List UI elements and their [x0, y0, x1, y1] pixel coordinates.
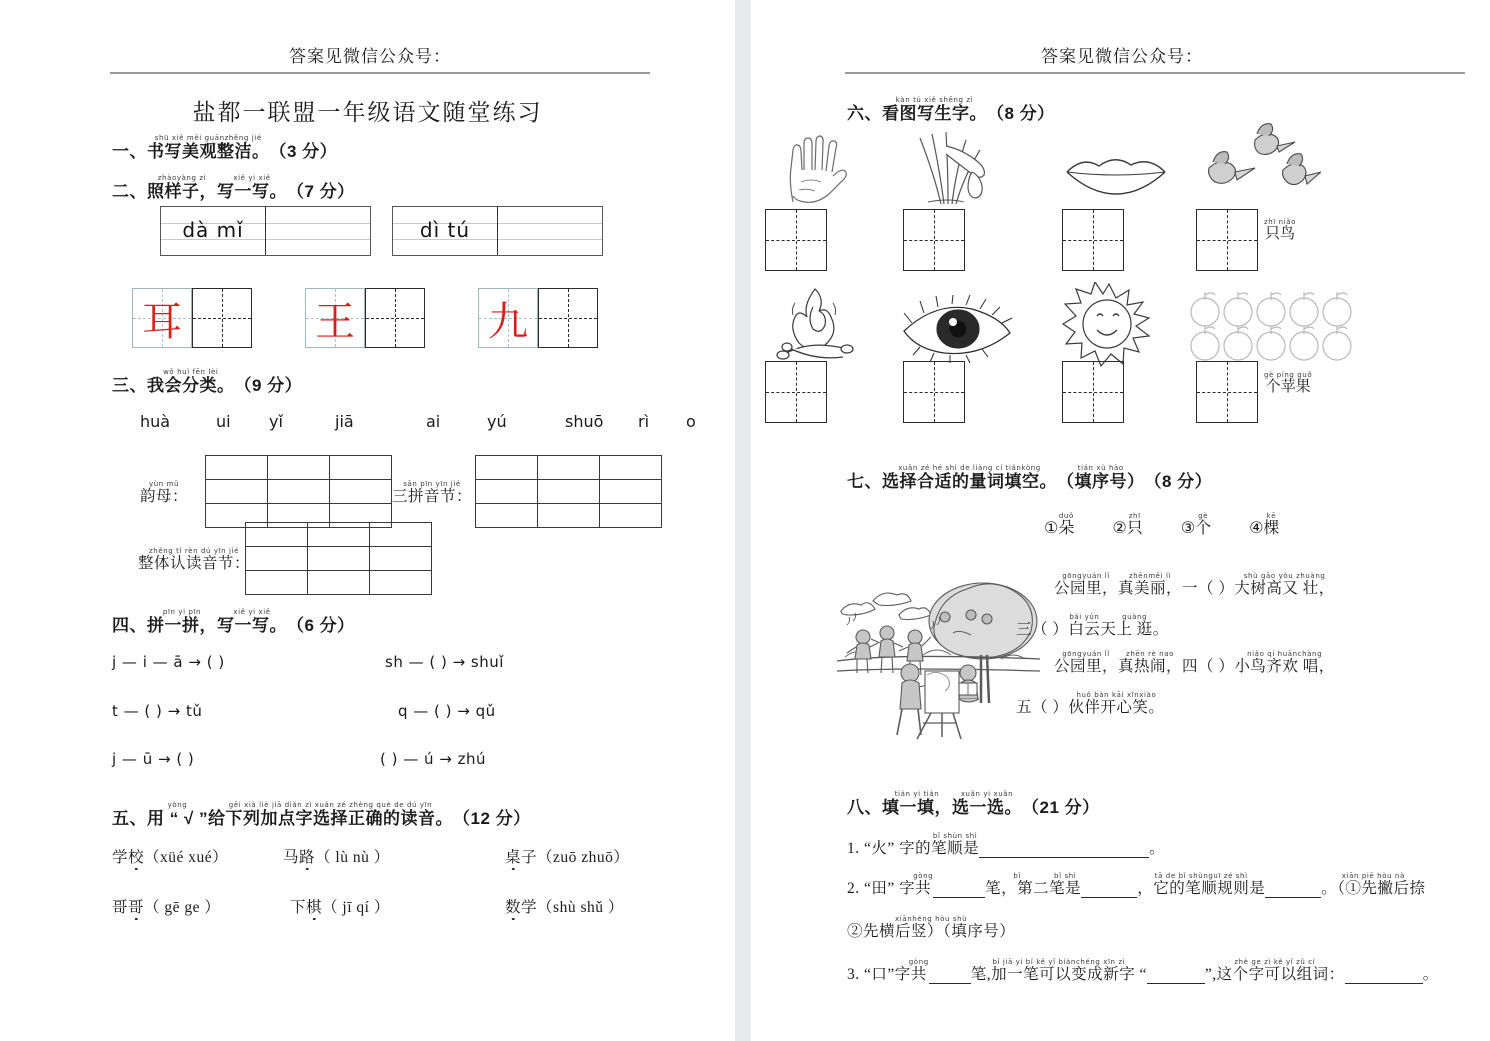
table-row[interactable] [206, 456, 392, 480]
section-7-heading [847, 464, 1212, 492]
char-grid-model [132, 288, 192, 348]
section-8-title-a: 填一填，tián yi tián [882, 790, 952, 817]
grid-cell[interactable] [330, 480, 392, 504]
table-row[interactable] [246, 547, 432, 571]
grid-cell[interactable] [206, 456, 268, 480]
tone-word: 马 [283, 849, 300, 866]
grid-cell[interactable] [308, 523, 370, 547]
char-grid-blank[interactable] [538, 288, 598, 348]
fill-question-3[interactable]: 3. “口”字共gòng笔,加一笔可以变成新字 “bǐ jiā yi bǐ kě yǐ biànchéng xīn zì”,这个字可以组词：zhè ge zì kě yǐ zǔ cí。 [847, 958, 1439, 983]
answer-blank[interactable] [1081, 897, 1137, 898]
tone-item-5[interactable] [290, 895, 390, 917]
grid-cell[interactable] [600, 480, 662, 504]
section-3-points: （9 分） [234, 376, 303, 395]
grid-cell[interactable] [246, 523, 308, 547]
syllable-item: yǐ [269, 412, 283, 431]
syllable-item: yú [487, 412, 507, 431]
section-6-points: （8 分） [987, 104, 1055, 123]
spelling-item-1[interactable]: j — i — ā → ( ) [112, 653, 225, 671]
section-6-heading [847, 96, 1055, 124]
tone-options[interactable]: （shù shǔ ） [537, 899, 624, 916]
section-5-points: （12 分） [453, 809, 531, 828]
section-5-number: 五、 [112, 809, 147, 828]
char-grid-blank[interactable] [365, 288, 425, 348]
model-character: 耳 [142, 298, 182, 344]
answer-grid-yunmu[interactable] [205, 455, 392, 528]
question-text: 3. “口”字 [847, 966, 911, 983]
section-8-title-b: 选一选。xuǎn yi xuǎn [952, 790, 1022, 817]
section-4-title-b: 写一写。xiě yi xiě [217, 608, 287, 635]
tone-dotted-char: 数 [505, 899, 522, 916]
spelling-item-2[interactable]: sh — ( ) → shuǐ [385, 653, 504, 671]
label-sanpin: 三拼音节：sān pīn yīn jié [392, 480, 473, 505]
birds-icon [1191, 120, 1321, 206]
tone-word: 哥 [112, 899, 129, 916]
answer-grid-picture-2[interactable] [903, 209, 965, 271]
tone-dotted-char: 哥 [128, 899, 145, 916]
pinyin-box-model [161, 207, 265, 255]
grid-cell[interactable] [476, 504, 538, 528]
grid-cell[interactable] [206, 480, 268, 504]
section-2-heading [112, 174, 355, 202]
section-4-number: 四、 [112, 616, 147, 635]
section-1-heading [112, 134, 337, 162]
grid-cell[interactable] [370, 571, 432, 595]
page-gutter [735, 0, 751, 1041]
section-4-title-a: 拼一拼，pīn yi pīn [147, 608, 217, 635]
grid-cell[interactable] [476, 456, 538, 480]
tone-item-3[interactable] [505, 845, 629, 867]
question-text: 1. “火” 字的 [847, 840, 932, 857]
mouth-icon [1061, 150, 1171, 196]
page-left [0, 0, 735, 1041]
section-7-number: 七、 [847, 472, 882, 491]
grid-cell[interactable] [370, 523, 432, 547]
syllable-item: ui [216, 412, 231, 431]
tone-item-6[interactable] [505, 895, 624, 917]
spelling-item-4[interactable]: q — ( ) → qǔ [398, 702, 496, 720]
syllable-item: shuō [565, 412, 604, 431]
tone-options[interactable]: （ jī qí ） [322, 899, 390, 916]
section-8-number: 八、 [847, 798, 882, 817]
grid-cell[interactable] [268, 480, 330, 504]
section-5-heading [112, 801, 531, 829]
tone-dotted-char: 棋 [306, 899, 323, 916]
table-row[interactable] [246, 523, 432, 547]
apples-icon [1189, 290, 1369, 364]
answer-blank[interactable] [933, 897, 985, 898]
grass-icon [906, 128, 1011, 206]
fill-question-2[interactable]: 2. “田” 字共gòng笔，第二bǐ笔是bǐ shì，它的笔顺规则是tā de bǐ shùnguī zé shì。（①先撇后捺xiān piē hòu nà [847, 872, 1426, 897]
measure-word-option-4[interactable]: ④棵kē [1249, 512, 1280, 537]
pinyin-text: dà mǐ [182, 217, 244, 242]
measure-word-options[interactable] [1044, 512, 1279, 538]
period: 。 [1422, 966, 1439, 983]
poem-blank-4[interactable]: 五（ ） [1016, 699, 1069, 716]
measure-word-option-2[interactable]: ②只zhī [1112, 512, 1143, 537]
pinyin-box-ditu[interactable] [392, 206, 603, 256]
poem-line-1[interactable]: 公园里，gōngyuán lǐ真美丽，zhēnměi lì一（ ）大树高又 壮，shù gāo yòu zhuàng [1054, 572, 1335, 597]
answer-grid-picture-3[interactable] [1062, 209, 1124, 271]
pinyin-box-answer[interactable] [265, 207, 370, 255]
picture-label-birds: 只鸟zhī niǎo [1264, 218, 1297, 242]
answer-grid-sanpin[interactable] [475, 455, 662, 528]
picture-label-apples: 个苹果gè píng guǒ [1264, 371, 1313, 395]
sun-icon [1061, 282, 1157, 368]
tone-options[interactable]: （ gē ge ） [144, 899, 221, 916]
label-yunmu: 韵母：yùn mǔ [140, 480, 189, 505]
header-right-rule [845, 72, 1465, 74]
grid-cell[interactable] [330, 456, 392, 480]
grid-cell[interactable] [246, 571, 308, 595]
answer-grid-picture-4[interactable] [1196, 209, 1258, 271]
label-zhengti: 整体认读音节：zhěng tǐ rèn dú yīn jié [138, 547, 251, 572]
section-4-points: （6 分） [287, 616, 355, 635]
header-left-text: 答案见微信公众号： [289, 47, 451, 66]
measure-word-option-3[interactable]: ③个gè [1180, 512, 1212, 537]
syllable-item: jiā [335, 412, 354, 431]
model-character: 王 [315, 298, 355, 344]
char-grid-pair-2[interactable] [305, 288, 425, 348]
grid-cell[interactable] [538, 456, 600, 480]
syllable-item: rì [638, 412, 650, 431]
section-5-lead: 用 “ √ ”yòng [147, 801, 208, 828]
page-right [751, 0, 1490, 1041]
tone-item-4[interactable] [112, 895, 220, 917]
section-1-points: （3 分） [269, 142, 338, 161]
grid-cell[interactable] [538, 480, 600, 504]
tone-word: 学 [521, 899, 538, 916]
char-grid-pair-1[interactable] [132, 288, 252, 348]
poem-line-3[interactable]: 公园里，gōngyuán lǐ真热闹，zhēn rè nao四（ ）小鸟齐欢 唱，niǎo qí huānchàng [1054, 650, 1335, 675]
section-2-number: 二、 [112, 182, 147, 201]
model-character: 九 [488, 298, 528, 344]
tone-options[interactable]: （xüé xué） [144, 849, 229, 866]
tone-dotted-char: 校 [128, 849, 145, 866]
tone-dotted-char: 桌 [505, 849, 522, 866]
tone-item-1[interactable] [112, 845, 228, 867]
measure-word-option-1[interactable]: ①朵duǒ [1044, 512, 1075, 537]
section-7-title: 选择合适的量词填空。xuǎn zé hé shì de liàng cí tiánkòng [882, 464, 1057, 491]
table-row[interactable] [206, 480, 392, 504]
grid-cell[interactable] [246, 547, 308, 571]
poem-line-4[interactable]: 五（ ）伙伴开心笑。huǒ bàn kāi xīnxiào [1016, 691, 1165, 716]
poem-blank-3[interactable]: 四（ ） [1182, 658, 1235, 675]
grid-cell[interactable] [600, 456, 662, 480]
section-6-number: 六、 [847, 104, 882, 123]
header-right-text: 答案见微信公众号： [1041, 47, 1203, 66]
tone-word: 子 [521, 849, 538, 866]
section-2-title-a: 照样子，zhàoyàng zi [147, 174, 217, 201]
section-3-title: 我会分类。wǒ huì fēn lèi [147, 368, 235, 395]
pinyin-box-answer[interactable] [497, 207, 602, 255]
spelling-item-5[interactable]: j — ū → ( ) [112, 750, 195, 768]
answer-grid-picture-5[interactable] [765, 361, 827, 423]
fire-icon [769, 285, 861, 365]
question-text: 2. “田” 字 [847, 880, 916, 897]
grid-cell[interactable] [476, 480, 538, 504]
poem-blank-1[interactable]: 一（ ） [1182, 580, 1235, 597]
char-grid-model [478, 288, 538, 348]
section-8-heading [847, 790, 1100, 818]
grid-cell[interactable] [600, 504, 662, 528]
section-3-heading [112, 368, 302, 396]
answer-blank[interactable] [1345, 983, 1423, 984]
spelling-item-3[interactable]: t — ( ) → tǔ [112, 702, 203, 720]
spelling-item-6[interactable]: ( ) — ú → zhú [380, 750, 487, 768]
tone-item-2[interactable] [283, 845, 390, 867]
answer-grid-picture-6[interactable] [903, 361, 965, 423]
section-1-number: 一、 [112, 142, 147, 161]
section-4-heading [112, 608, 355, 636]
pinyin-text: dì tú [419, 217, 471, 242]
pinyin-box-model [393, 207, 497, 255]
tone-options[interactable]: （ lù nù ） [315, 849, 390, 866]
section-7-points: （8 分） [1144, 472, 1213, 491]
answer-grid-picture-8[interactable] [1196, 361, 1258, 423]
grid-cell[interactable] [308, 571, 370, 595]
tone-word: 学 [112, 849, 129, 866]
page-title: 盐都一联盟一年级语文随堂练习 [192, 100, 543, 125]
section-8-points: （21 分） [1022, 798, 1100, 817]
syllable-item: ai [426, 412, 441, 431]
char-grid-blank[interactable] [192, 288, 252, 348]
tone-dotted-char: 路 [299, 849, 316, 866]
tone-options[interactable]: （zuō zhuō） [537, 849, 630, 866]
eye-icon [896, 295, 1016, 363]
period: 。 [1149, 840, 1166, 857]
grid-cell[interactable] [308, 547, 370, 571]
grid-cell[interactable] [370, 547, 432, 571]
poem-line-2[interactable]: 三（ ）白云bái yún天上 逛。guàng [1016, 613, 1169, 638]
table-row[interactable] [246, 571, 432, 595]
section-5-title: 给下列加点字选择正确的读音。gěi xià liè jiā diǎn zì xuǎn zé zhèng què de dú yīn [208, 801, 453, 828]
grid-cell[interactable] [268, 456, 330, 480]
tone-word: 下 [290, 899, 307, 916]
char-grid-pair-3[interactable] [478, 288, 598, 348]
char-grid-model [305, 288, 365, 348]
section-2-title-b: 写一写。xiě yi xiě [217, 174, 287, 201]
park-scene-illustration [835, 575, 1040, 740]
section-1-title: 书写美观整洁。shū xiě měi guānzhěng jié [147, 134, 270, 161]
answer-grid-picture-1[interactable] [765, 209, 827, 271]
poem-blank-2[interactable]: 三（ ） [1016, 621, 1069, 638]
table-row[interactable] [476, 456, 662, 480]
table-row[interactable] [476, 480, 662, 504]
section-7-paren: （填序号）tián xù hào [1057, 464, 1145, 491]
hand-icon [771, 130, 861, 205]
pinyin-box-dami[interactable] [160, 206, 371, 256]
answer-grid-picture-7[interactable] [1062, 361, 1124, 423]
section-6-title: 看图写生字。kàn tú xiě shēng zì [882, 96, 987, 123]
fill-question-2-line2: ②先横后竖）（填序号）xiānhéng hòu shù [847, 915, 1016, 940]
header-left-rule [110, 72, 650, 74]
answer-blank[interactable] [1147, 983, 1205, 984]
syllable-item: o [686, 412, 696, 431]
answer-blank[interactable] [1265, 897, 1321, 898]
syllable-list [140, 412, 696, 431]
section-3-number: 三、 [112, 376, 147, 395]
grid-cell[interactable] [538, 504, 600, 528]
answer-blank[interactable] [979, 857, 1149, 858]
table-row[interactable] [476, 504, 662, 528]
syllable-item: huà [140, 412, 171, 431]
answer-grid-zhengti[interactable] [245, 522, 432, 595]
fill-question-1[interactable]: 1. “火” 字的笔顺是bǐ shùn shì。 [847, 832, 1166, 857]
answer-blank[interactable] [929, 983, 971, 984]
section-2-points: （7 分） [287, 182, 355, 201]
